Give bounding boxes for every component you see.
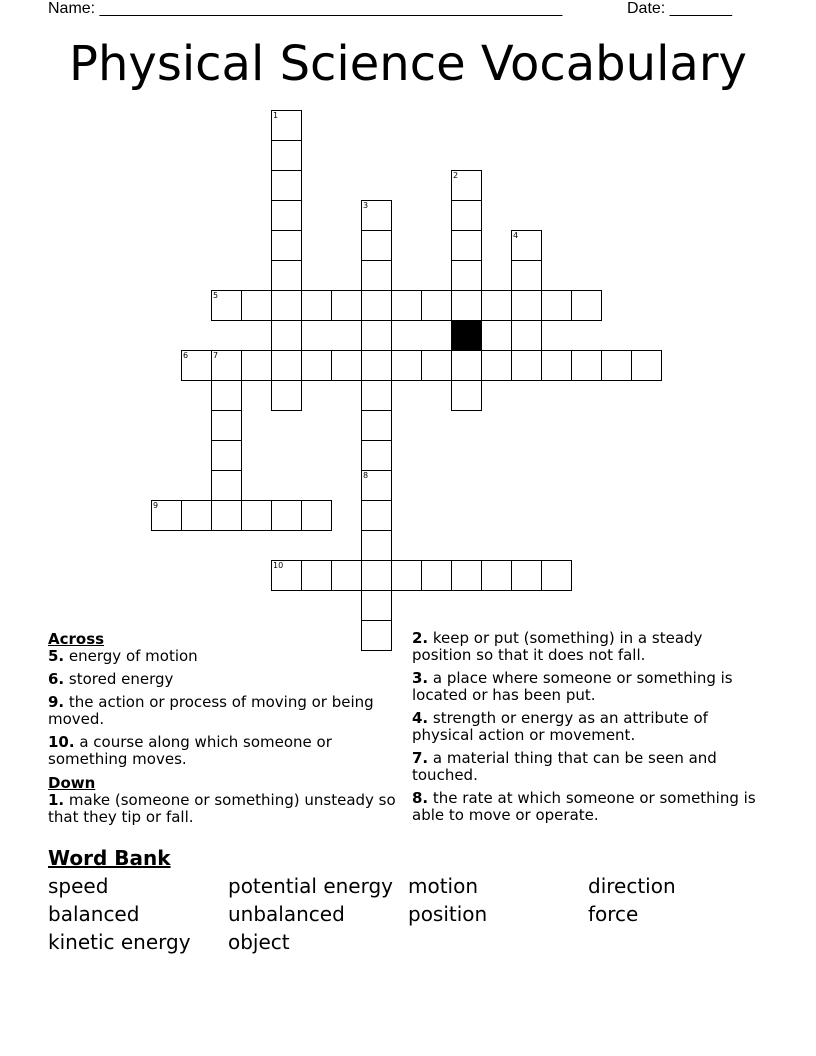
- clue-number: 2: [453, 171, 459, 180]
- clue-number: 5: [213, 291, 219, 300]
- clue-num: 3.: [412, 669, 429, 687]
- clue-item: [48, 648, 398, 665]
- grid-cell[interactable]: [451, 170, 482, 201]
- clue-number: 6: [183, 351, 189, 360]
- grid-cell[interactable]: [451, 380, 482, 411]
- clue-number: 10: [273, 561, 284, 570]
- grid-cell[interactable]: [361, 320, 392, 351]
- clue-number: 4: [513, 231, 519, 240]
- clues-left-column: [48, 630, 398, 832]
- clue-text: stored energy: [64, 670, 174, 688]
- clue-number: 8: [363, 471, 369, 480]
- page-title: Physical Science Vocabulary: [69, 36, 747, 92]
- grid-cell[interactable]: [211, 290, 242, 321]
- grid-cell[interactable]: [391, 350, 422, 381]
- grid-cell[interactable]: [541, 290, 572, 321]
- word-bank-item: balanced: [48, 902, 140, 926]
- grid-cell[interactable]: [331, 290, 362, 321]
- clue-text: energy of motion: [64, 647, 198, 665]
- grid-cell[interactable]: [361, 230, 392, 261]
- grid-cell[interactable]: [211, 440, 242, 471]
- clue-text: a place where someone or something is located or has been put.: [412, 669, 733, 704]
- clue-text: make (someone or something) unsteady so that they tip or fall.: [48, 791, 396, 826]
- grid-cell[interactable]: [421, 290, 452, 321]
- grid-cell[interactable]: [181, 350, 212, 381]
- name-line: Name: ____________________________________________________: [48, 0, 563, 17]
- grid-cell[interactable]: [301, 560, 332, 591]
- grid-cell[interactable]: [151, 500, 182, 531]
- word-bank-item: position: [408, 902, 488, 926]
- grid-cell[interactable]: [271, 260, 302, 291]
- grid-cell[interactable]: [541, 350, 572, 381]
- grid-cell[interactable]: [361, 260, 392, 291]
- grid-cell[interactable]: [271, 230, 302, 261]
- word-bank-item: potential energy: [228, 874, 394, 898]
- grid-cell[interactable]: [451, 290, 482, 321]
- word-bank-item: kinetic energy: [48, 930, 191, 954]
- clue-item: [48, 792, 398, 826]
- grid-cell[interactable]: [211, 500, 242, 531]
- grid-cell[interactable]: [361, 200, 392, 231]
- clue-text: the rate at which someone or something is able to move or operate.: [412, 789, 756, 824]
- grid-cell[interactable]: [451, 350, 482, 381]
- clue-num: 2.: [412, 629, 429, 647]
- grid-cell[interactable]: [271, 320, 302, 351]
- grid-cell[interactable]: [361, 500, 392, 531]
- word-bank-item: motion: [408, 874, 479, 898]
- grid-cell[interactable]: [241, 290, 272, 321]
- date-line: Date: _______: [627, 0, 732, 17]
- grid-cell[interactable]: [271, 350, 302, 381]
- grid-cell[interactable]: [421, 560, 452, 591]
- grid-cell[interactable]: [271, 140, 302, 171]
- clue-number: 9: [153, 501, 159, 510]
- grid-cell[interactable]: [571, 290, 602, 321]
- clue-number: 1: [273, 111, 279, 120]
- grid-cell[interactable]: [271, 200, 302, 231]
- grid-cell[interactable]: [391, 290, 422, 321]
- word-bank-item: force: [588, 902, 639, 926]
- grid-cell[interactable]: [241, 500, 272, 531]
- clue-text: keep or put (something) in a steady position so that it does not fall.: [412, 629, 703, 664]
- grid-cell[interactable]: [451, 560, 482, 591]
- down-heading: Down: [48, 774, 96, 792]
- word-bank-item: unbalanced: [228, 902, 345, 926]
- grid-cell[interactable]: [511, 230, 542, 261]
- grid-cell[interactable]: [211, 410, 242, 441]
- clue-text: the action or process of moving or being moved.: [48, 693, 374, 728]
- grid-cell[interactable]: [481, 290, 512, 321]
- clue-item: [48, 734, 398, 768]
- grid-cell[interactable]: [241, 350, 272, 381]
- clue-num: 5.: [48, 647, 65, 665]
- grid-cell[interactable]: [361, 290, 392, 321]
- word-bank-item: speed: [48, 874, 109, 898]
- grid-cell[interactable]: [361, 530, 392, 561]
- grid-cell[interactable]: [271, 500, 302, 531]
- clue-item: [48, 694, 398, 728]
- grid-cell[interactable]: [211, 380, 242, 411]
- clue-num: 9.: [48, 693, 65, 711]
- black-cell: [451, 320, 482, 351]
- clue-item: [412, 750, 762, 784]
- across-heading: Across: [48, 630, 105, 648]
- grid-cell[interactable]: [451, 230, 482, 261]
- grid-cell[interactable]: [361, 440, 392, 471]
- clue-num: 10.: [48, 733, 75, 751]
- grid-cell[interactable]: [631, 350, 662, 381]
- grid-cell[interactable]: [481, 350, 512, 381]
- grid-cell[interactable]: [361, 560, 392, 591]
- grid-cell[interactable]: [541, 560, 572, 591]
- grid-cell[interactable]: [511, 290, 542, 321]
- clue-item: [412, 670, 762, 704]
- grid-cell[interactable]: [481, 560, 512, 591]
- clue-number: 7: [213, 351, 219, 360]
- grid-cell[interactable]: [511, 560, 542, 591]
- clue-text: a course along which someone or something moves.: [48, 733, 332, 768]
- grid-cell[interactable]: [301, 350, 332, 381]
- grid-cell[interactable]: [511, 260, 542, 291]
- clue-num: 4.: [412, 709, 429, 727]
- clue-item: [412, 710, 762, 744]
- grid-cell[interactable]: [271, 170, 302, 201]
- grid-cell[interactable]: [391, 560, 422, 591]
- clues-right-column: [412, 630, 762, 830]
- grid-cell[interactable]: [301, 500, 332, 531]
- grid-cell[interactable]: [361, 470, 392, 501]
- clue-num: 8.: [412, 789, 429, 807]
- clue-item: [412, 630, 762, 664]
- grid-cell[interactable]: [361, 410, 392, 441]
- clue-number: 3: [363, 201, 369, 210]
- clue-item: [48, 671, 398, 688]
- clue-text: a material thing that can be seen and touched.: [412, 749, 717, 784]
- clue-num: 1.: [48, 791, 65, 809]
- grid-cell[interactable]: [271, 380, 302, 411]
- grid-cell[interactable]: [271, 110, 302, 141]
- grid-cell[interactable]: [361, 350, 392, 381]
- grid-cell[interactable]: [301, 290, 332, 321]
- grid-cell[interactable]: [181, 500, 212, 531]
- grid-cell[interactable]: [601, 350, 632, 381]
- grid-cell[interactable]: [571, 350, 602, 381]
- grid-cell[interactable]: [211, 350, 242, 381]
- grid-cell[interactable]: [271, 560, 302, 591]
- grid-cell[interactable]: [271, 290, 302, 321]
- word-bank-title: Word Bank: [48, 846, 171, 870]
- grid-cell[interactable]: [361, 590, 392, 621]
- grid-cell[interactable]: [361, 380, 392, 411]
- grid-cell[interactable]: [511, 320, 542, 351]
- grid-cell[interactable]: [451, 260, 482, 291]
- word-bank-item: object: [228, 930, 290, 954]
- grid-cell[interactable]: [331, 350, 362, 381]
- word-bank-item: direction: [588, 874, 676, 898]
- clue-text: strength or energy as an attribute of physical action or movement.: [412, 709, 708, 744]
- grid-cell[interactable]: [421, 350, 452, 381]
- clue-item: [412, 790, 762, 824]
- clue-num: 7.: [412, 749, 429, 767]
- grid-cell[interactable]: [451, 200, 482, 231]
- grid-cell[interactable]: [511, 350, 542, 381]
- grid-cell[interactable]: [211, 470, 242, 501]
- clue-num: 6.: [48, 670, 65, 688]
- grid-cell[interactable]: [331, 560, 362, 591]
